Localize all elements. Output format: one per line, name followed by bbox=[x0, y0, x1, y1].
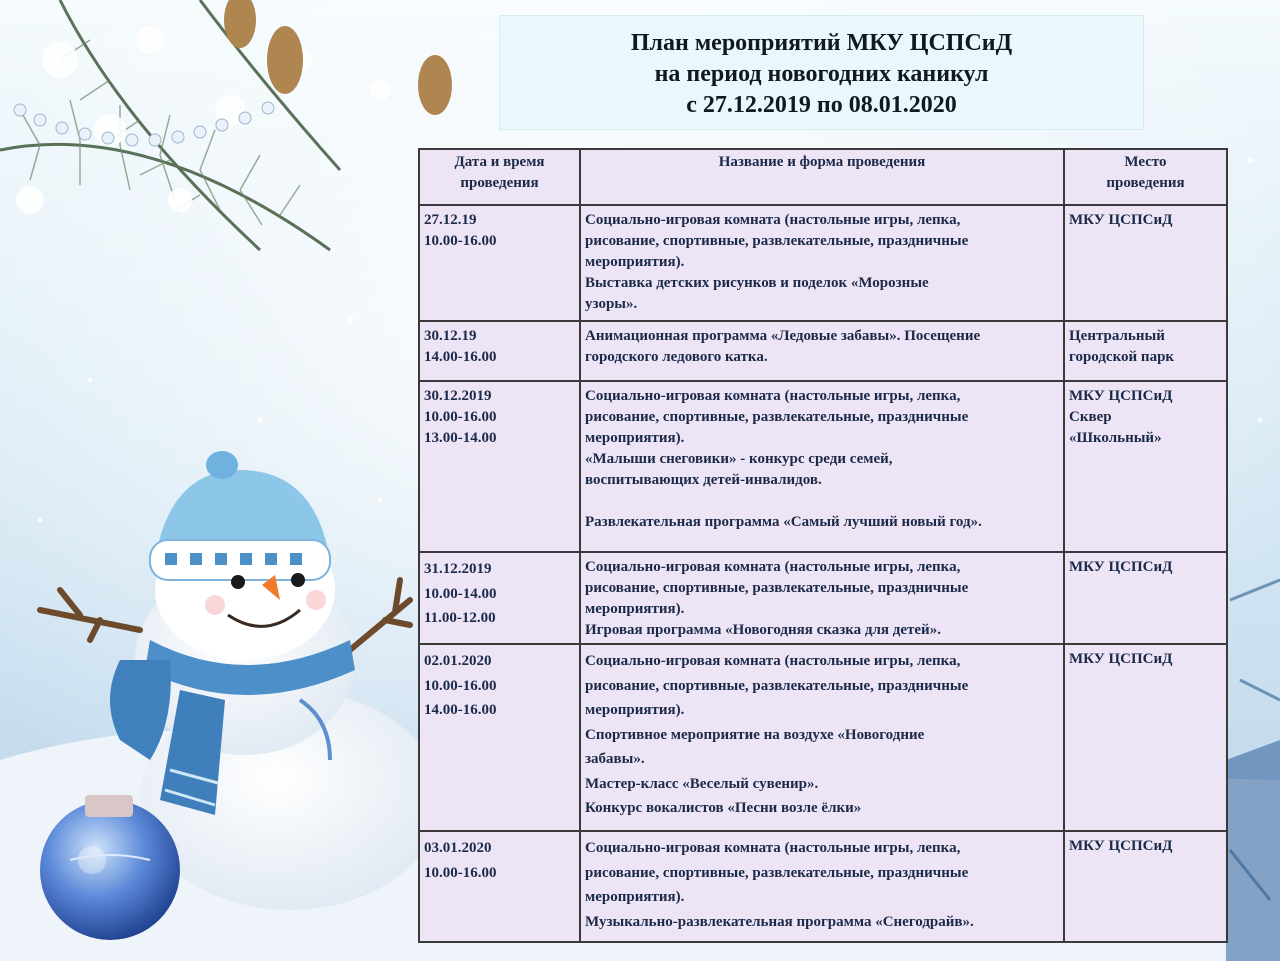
cell-name: Социально-игровая комната (настольные игры, лепка, рисование, спортивные, развлекательные, праздничные мероприятия). «Малыши снеговики» - конкурс среди семей, воспитывающих детей-инвалидов. Развлекательная программа «Самый лучший новый год». bbox=[580, 381, 1064, 552]
cell-date: 30.12.2019 10.00-16.00 13.00-14.00 bbox=[419, 381, 580, 552]
cell-name: Анимационная программа «Ледовые забавы». Посещение городского ледового катка. bbox=[580, 321, 1064, 381]
cell-date: 02.01.2020 10.00-16.00 14.00-16.00 bbox=[419, 644, 580, 831]
blank-line bbox=[585, 491, 1059, 512]
table-row bbox=[419, 205, 1227, 321]
cell-name: Социально-игровая комната (настольные игры, лепка, рисование, спортивные, развлекательные, праздничные мероприятия). Выставка детских рисунков и поделок «Морозные узоры». bbox=[580, 205, 1064, 321]
table-row bbox=[419, 831, 1227, 942]
cell-place: МКУ ЦСПСиД bbox=[1064, 644, 1227, 831]
cell-place: Центральный городской парк bbox=[1064, 321, 1227, 381]
table-row bbox=[419, 381, 1227, 552]
cell-place: МКУ ЦСПСиД bbox=[1064, 831, 1227, 942]
cell-place: МКУ ЦСПСиД bbox=[1064, 552, 1227, 644]
cell-name: Социально-игровая комната (настольные игры, лепка, рисование, спортивные, развлекательные, праздничные мероприятия). Игровая программа «Новогодняя сказка для детей». bbox=[580, 552, 1064, 644]
cell-name: Социально-игровая комната (настольные игры, лепка, рисование, спортивные, развлекательные, праздничные мероприятия). Спортивное мероприятие на воздухе «Новогодние забавы». Мастер-класс «Веселый сувенир». Конкурс вокалистов «Песни возле ёлки» bbox=[580, 644, 1064, 831]
cell-name: Социально-игровая комната (настольные игры, лепка, рисование, спортивные, развлекательные, праздничные мероприятия). Музыкально-развлекательная программа «Снегодрайв». bbox=[580, 831, 1064, 942]
cell-date: 31.12.2019 10.00-14.00 11.00-12.00 bbox=[419, 552, 580, 644]
cell-place: МКУ ЦСПСиД bbox=[1064, 205, 1227, 321]
table-row bbox=[419, 552, 1227, 644]
title-line-3: с 27.12.2019 по 08.01.2020 bbox=[686, 92, 957, 118]
header-place: Место проведения bbox=[1064, 149, 1227, 205]
title-banner bbox=[499, 15, 1144, 130]
header-date: Дата и время проведения bbox=[419, 149, 580, 205]
cell-date: 27.12.19 10.00-16.00 bbox=[419, 205, 580, 321]
header-name: Название и форма проведения bbox=[580, 149, 1064, 205]
table-row bbox=[419, 644, 1227, 831]
cell-date: 30.12.19 14.00-16.00 bbox=[419, 321, 580, 381]
cell-date: 03.01.2020 10.00-16.00 bbox=[419, 831, 580, 942]
table-row bbox=[419, 321, 1227, 381]
events-table bbox=[418, 148, 1228, 943]
table-header-row bbox=[419, 149, 1227, 205]
title-line-1: План мероприятий МКУ ЦСПСиД bbox=[630, 30, 1013, 56]
cell-place: МКУ ЦСПСиД Сквер «Школьный» bbox=[1064, 381, 1227, 552]
title-line-2: на период новогодних каникул bbox=[654, 61, 989, 87]
